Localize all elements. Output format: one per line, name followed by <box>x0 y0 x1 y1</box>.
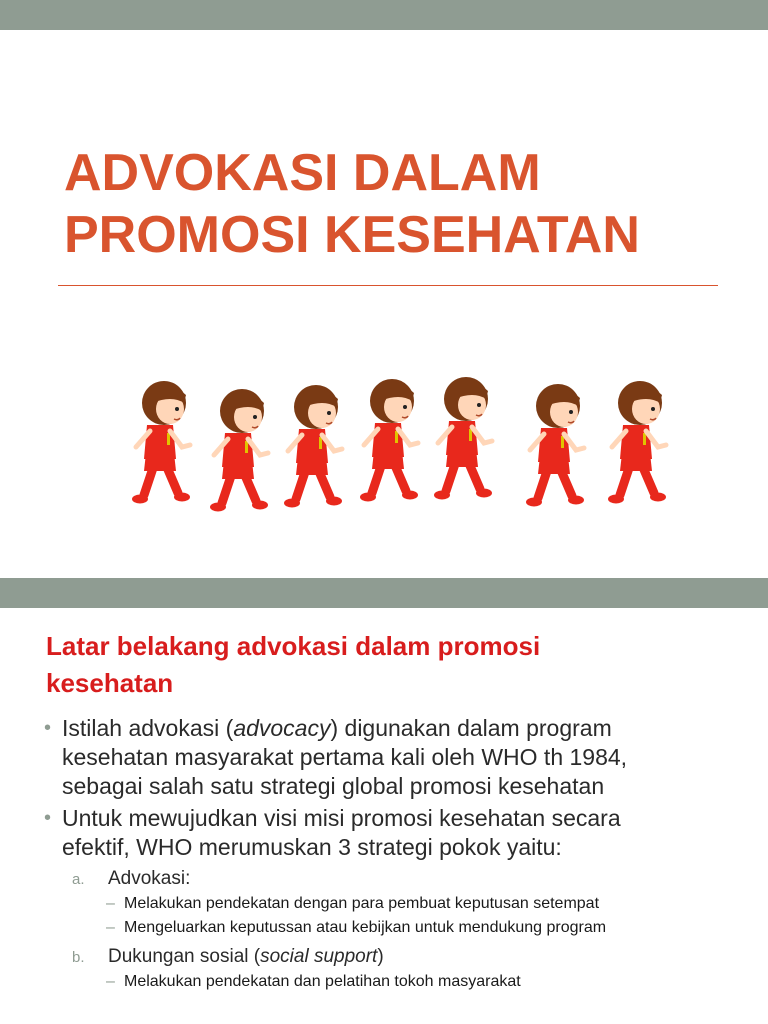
sub-item-marker: b. <box>72 949 85 966</box>
child-figure <box>608 381 666 504</box>
slide-title <box>64 142 724 266</box>
walking-child-illustration <box>90 333 682 518</box>
slide-title-line-1: ADVOKASI DALAM <box>64 144 541 202</box>
sub-item-italic-term: social support <box>260 946 378 967</box>
sub-sub-item <box>0 970 768 994</box>
dash-marker-icon: – <box>106 895 115 912</box>
sub-sub-item <box>0 892 768 916</box>
child-figure <box>210 389 268 512</box>
bullet-line: sebagai salah satu strategi global promosi kesehatan <box>62 773 605 799</box>
bullet-line: efektif, WHO merumuskan 3 strategi pokok yaitu: <box>62 834 562 860</box>
slide-heading-line-2: kesehatan <box>46 668 174 698</box>
slide-title-line-2: PROMOSI KESEHATAN <box>64 206 640 264</box>
sub-item-text: ) <box>377 946 384 967</box>
bullet-list <box>0 714 768 994</box>
sub-item-text: Dukungan sosial ( <box>108 946 261 967</box>
bullet-dot-icon: • <box>44 717 52 739</box>
sub-sub-item-text: Melakukan pendekatan dengan para pembuat keputusan setempat <box>124 895 600 912</box>
sub-item-label: Advokasi: <box>108 868 191 889</box>
child-figure <box>284 385 342 508</box>
sub-item-b <box>0 944 768 970</box>
sub-sub-item-text: Mengeluarkan keputussan atau kebijkan untuk mendukung program <box>124 919 607 936</box>
bullet-item <box>0 714 768 801</box>
bullet-line <box>62 714 748 743</box>
bullet-text: ) digunakan dalam program <box>330 715 612 741</box>
child-figure <box>132 381 190 504</box>
sub-sub-item <box>0 916 768 940</box>
bullet-text: Istilah advokasi ( <box>62 715 234 741</box>
child-figure <box>360 379 418 502</box>
bullet-line: kesehatan masyarakat pertama kali oleh WHO th 1984, <box>62 744 628 770</box>
bullet-item <box>0 804 768 862</box>
dash-marker-icon: – <box>106 919 115 936</box>
slide-heading-line-1: Latar belakang advokasi dalam promosi <box>46 631 541 661</box>
sub-item-marker: a. <box>72 871 85 888</box>
sub-item-a <box>0 866 768 892</box>
child-figure <box>434 377 492 500</box>
title-underline <box>58 285 718 286</box>
bullet-italic-term: advocacy <box>233 715 331 741</box>
dash-marker-icon: – <box>106 973 115 990</box>
slide-top-bar <box>0 0 768 30</box>
sub-sub-item-text: Melakukan pendekatan dan pelatihan tokoh masyarakat <box>124 973 521 990</box>
slide-top-bar <box>0 578 768 608</box>
bullet-dot-icon: • <box>44 807 52 829</box>
bullet-line: Untuk mewujudkan visi misi promosi kesehatan secara <box>62 805 621 831</box>
slide-heading <box>46 628 746 702</box>
content-slide <box>0 578 768 1024</box>
child-figure <box>526 384 584 507</box>
